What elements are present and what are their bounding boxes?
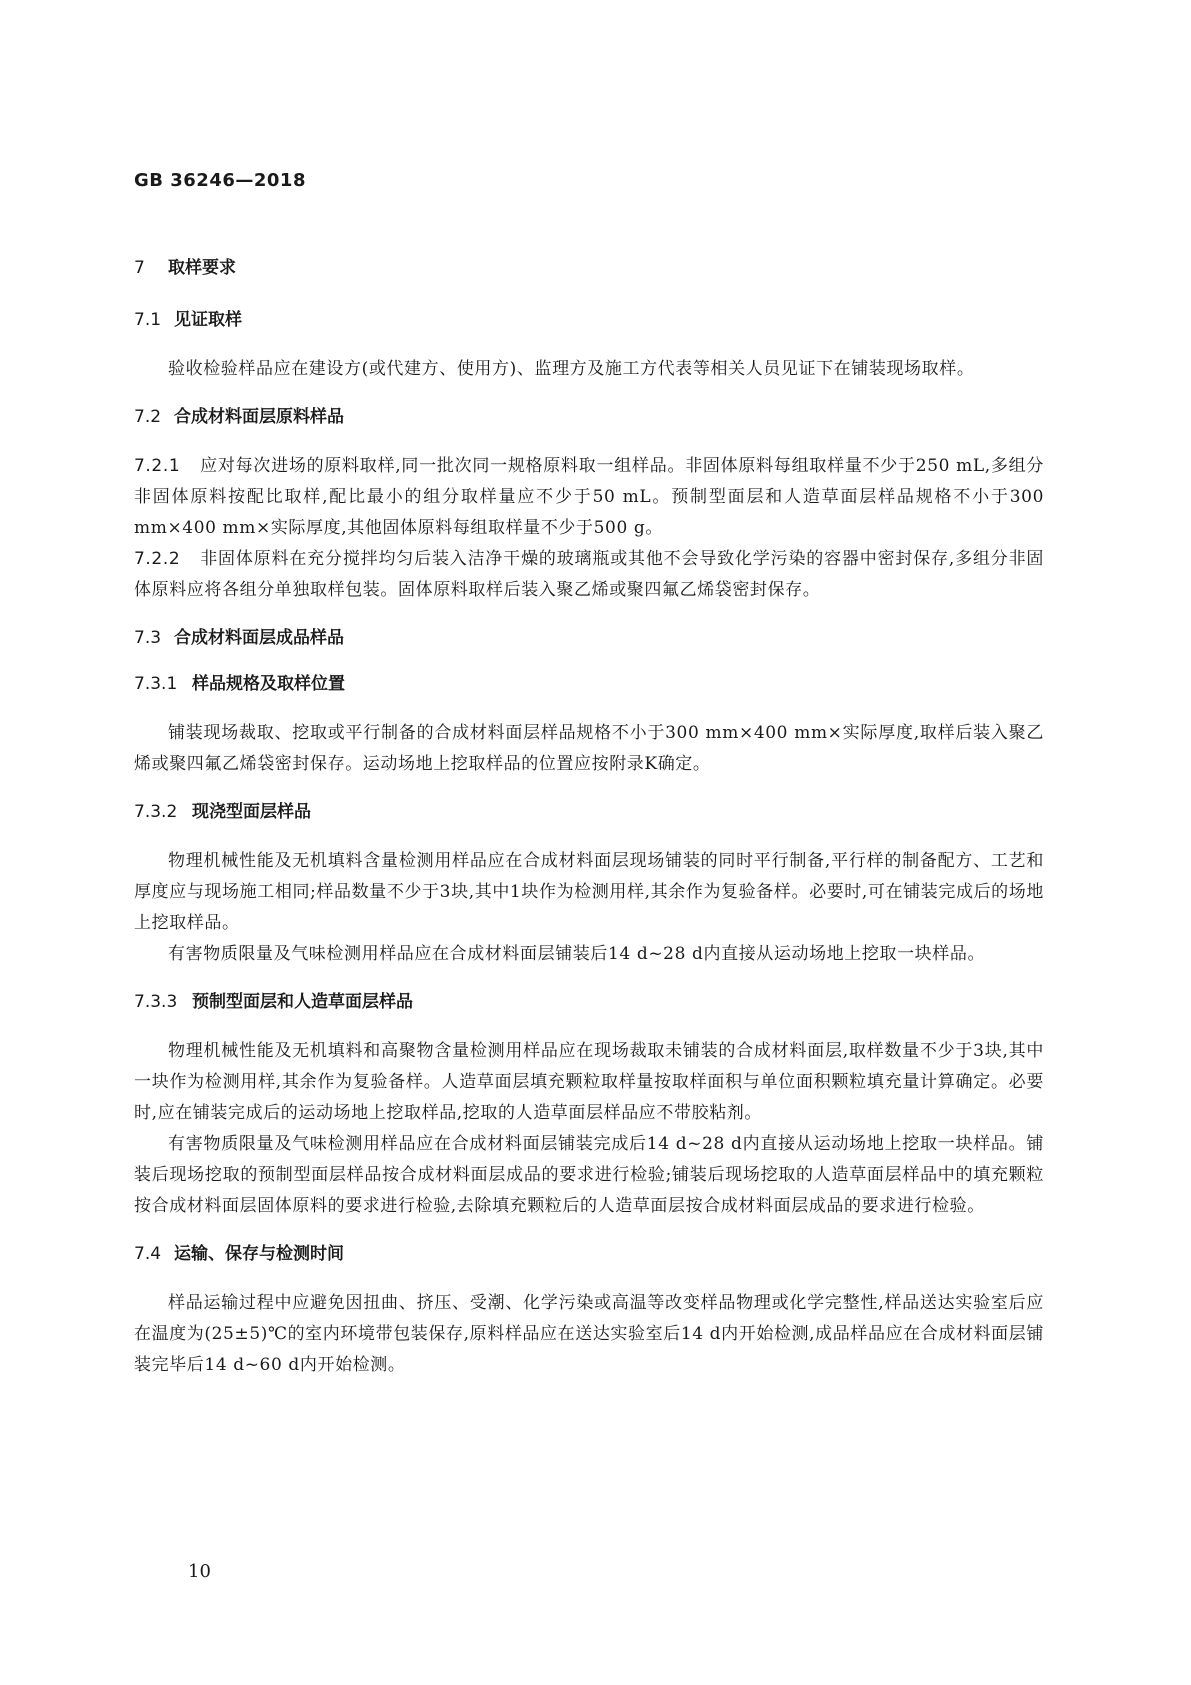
section-number: 7.3.1 bbox=[134, 674, 178, 694]
section-title: 预制型面层和人造草面层样品 bbox=[192, 992, 413, 1012]
clause-text: 应对每次进场的原料取样,同一批次同一规格原料取一组样品。非固体原料每组取样量不少于250 mL,多组分非固体原料按配比取样,配比最小的组分取样量应不少于50 mL。预制型面层和人造草面层样品规格不小于300 mm×400 mm×实际厚度,其他固体原料每组取样量不少于500 g。 bbox=[134, 456, 1044, 538]
clause-number: 7.2.2 bbox=[134, 549, 181, 569]
section-number: 7.3.2 bbox=[134, 802, 178, 822]
section-title: 合成材料面层成品样品 bbox=[174, 628, 344, 648]
paragraph-7-3-3-a: 物理机械性能及无机填料和高聚物含量检测用样品应在现场裁取未铺装的合成材料面层,取样数量不少于3块,其中一块作为检测用样,其余作为复验备样。人造草面层填充颗粒取样量按取样面积与单位面积颗粒填充量计算确定。必要时,应在铺装完成后的运动场地上挖取样品,挖取的人造草面层样品应不带胶粘剂。 bbox=[134, 1041, 1044, 1123]
section-title: 见证取样 bbox=[174, 310, 242, 330]
section-number: 7.2 bbox=[134, 407, 162, 427]
section-title: 合成材料面层原料样品 bbox=[174, 407, 344, 427]
paragraph-7-1: 验收检验样品应在建设方(或代建方、使用方)、监理方及施工方代表等相关人员见证下在铺装现场取样。 bbox=[168, 359, 975, 379]
section-heading-7-2 bbox=[134, 405, 1044, 429]
section-heading-7-3 bbox=[134, 626, 1044, 650]
paragraph-7-3-2-b: 有害物质限量及气味检测用样品应在合成材料面层铺装后14 d~28 d内直接从运动场地上挖取一块样品。 bbox=[168, 944, 986, 964]
paragraph-7-3-1: 铺装现场裁取、挖取或平行制备的合成材料面层样品规格不小于300 mm×400 mm×实际厚度,取样后装入聚乙烯或聚四氟乙烯袋密封保存。运动场地上挖取样品的位置应按附录K确定。 bbox=[134, 723, 1044, 774]
standard-code: GB 36246—2018 bbox=[134, 170, 306, 191]
page-number: 10 bbox=[188, 1561, 211, 1582]
paragraph-7-2-2 bbox=[134, 544, 1044, 606]
clause-text: 非固体原料在充分搅拌均匀后装入洁净干燥的玻璃瓶或其他不会导致化学污染的容器中密封保存,多组分非固体原料应将各组分单独取样包装。固体原料取样后装入聚乙烯或聚四氟乙烯袋密封保存。 bbox=[134, 549, 1044, 600]
section-heading-7 bbox=[134, 256, 1044, 280]
section-title: 现浇型面层样品 bbox=[192, 802, 311, 822]
paragraph-7-3-3-b: 有害物质限量及气味检测用样品应在合成材料面层铺装完成后14 d~28 d内直接从运动场地上挖取一块样品。铺装后现场挖取的预制型面层样品按合成材料面层成品的要求进行检验;铺装后现场挖取的人造草面层样品中的填充颗粒按合成材料面层固体原料的要求进行检验,去除填充颗粒后的人造草面层按合成材料面层成品的要求进行检验。 bbox=[134, 1134, 1044, 1216]
section-title: 取样要求 bbox=[168, 258, 236, 278]
section-number: 7.1 bbox=[134, 310, 162, 330]
section-heading-7-3-2 bbox=[134, 800, 1044, 824]
paragraph-7-3-2-a: 物理机械性能及无机填料含量检测用样品应在合成材料面层现场铺装的同时平行制备,平行样的制备配方、工艺和厚度应与现场施工相同;样品数量不少于3块,其中1块作为检测用样,其余作为复验备样。必要时,可在铺装完成后的场地上挖取样品。 bbox=[134, 851, 1044, 933]
section-heading-7-4 bbox=[134, 1242, 1044, 1266]
paragraph-7-4: 样品运输过程中应避免因扭曲、挤压、受潮、化学污染或高温等改变样品物理或化学完整性,样品送达实验室后应在温度为(25±5)℃的室内环境带包装保存,原料样品应在送达实验室后14 d内开始检测,成品样品应在合成材料面层铺装完毕后14 d~60 d内开始检测。 bbox=[134, 1293, 1044, 1375]
section-heading-7-1 bbox=[134, 308, 1044, 332]
section-title: 运输、保存与检测时间 bbox=[174, 1244, 344, 1264]
clause-number: 7.2.1 bbox=[134, 456, 181, 476]
section-heading-7-3-1 bbox=[134, 672, 1044, 696]
paragraph-7-2-1 bbox=[134, 451, 1044, 544]
section-title: 样品规格及取样位置 bbox=[192, 674, 345, 694]
section-heading-7-3-3 bbox=[134, 990, 1044, 1014]
document-body bbox=[134, 256, 1044, 1381]
section-number: 7.3.3 bbox=[134, 992, 178, 1012]
section-number: 7 bbox=[134, 258, 145, 278]
section-number: 7.4 bbox=[134, 1244, 162, 1264]
section-number: 7.3 bbox=[134, 628, 162, 648]
